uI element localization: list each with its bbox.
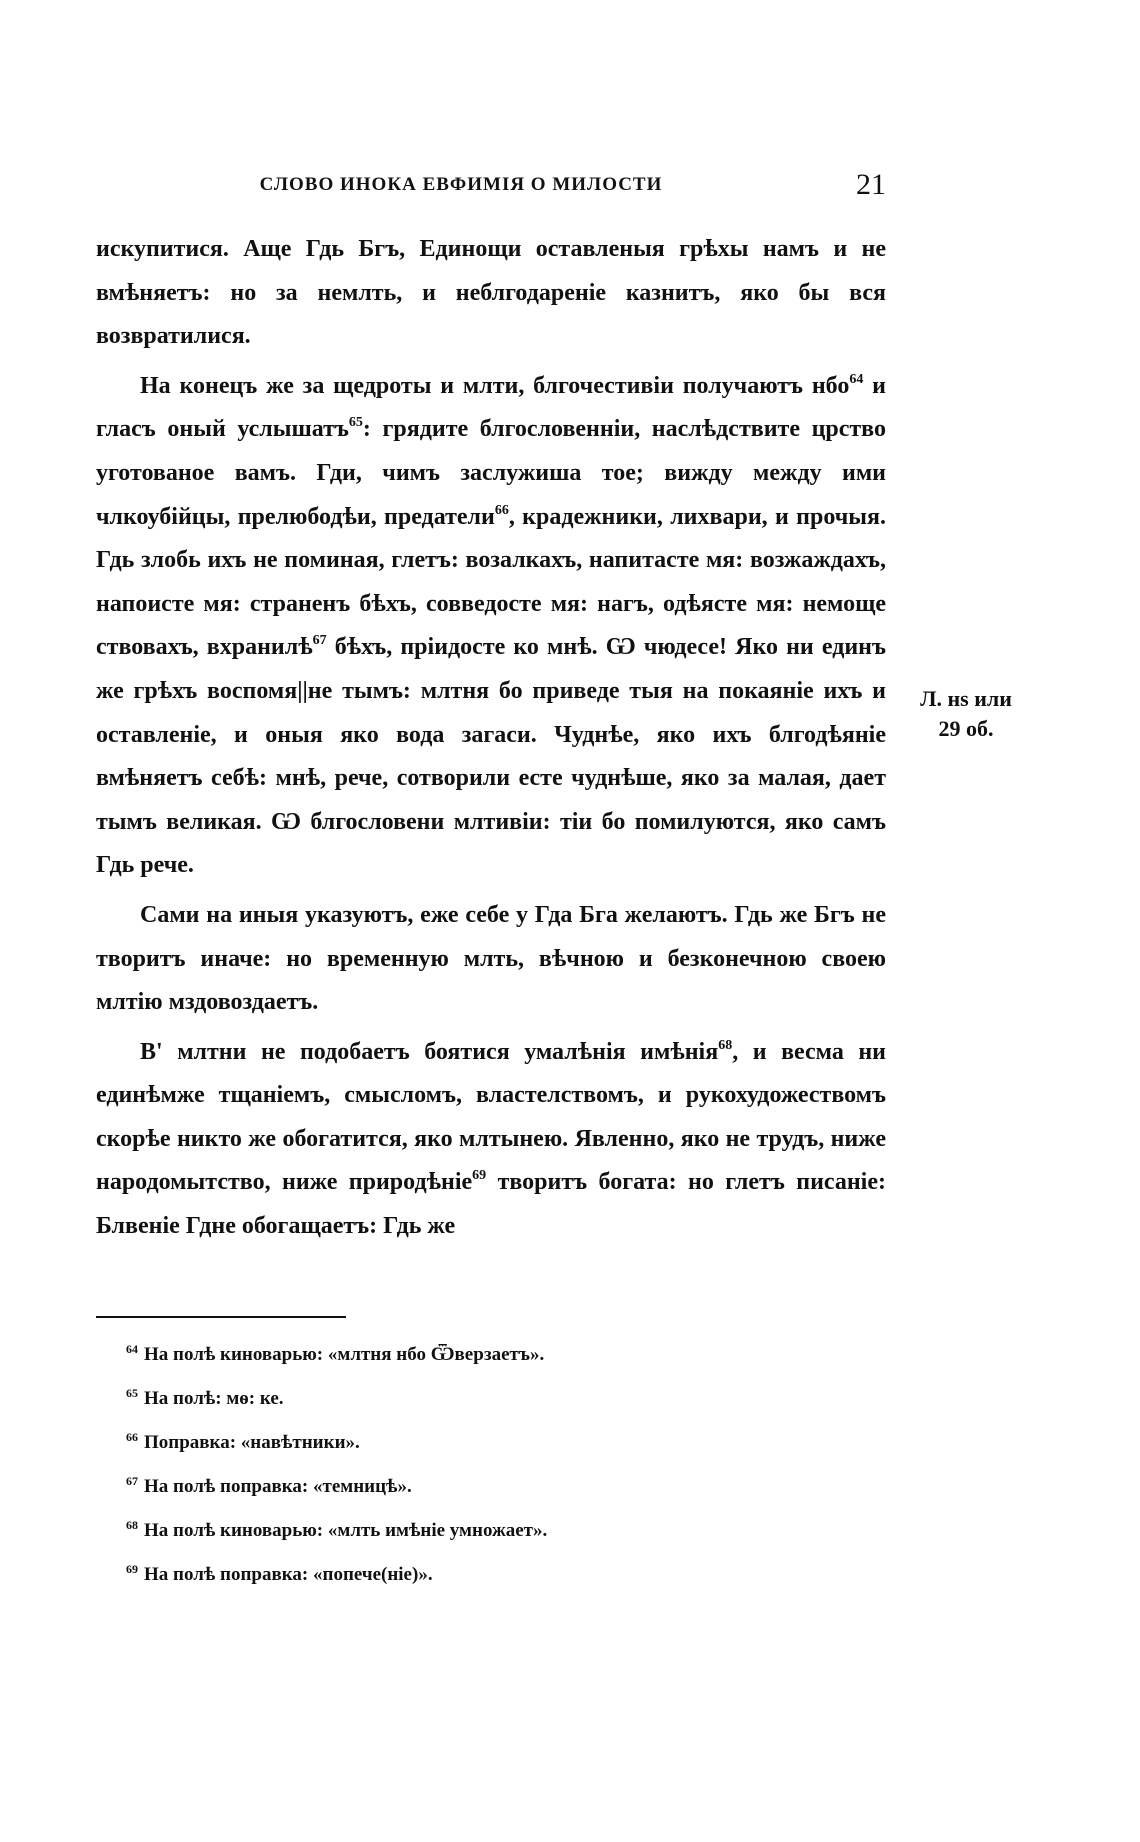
footnote-69 [126,1550,886,1594]
margin-note-line-2: 29 об. [938,716,994,741]
footnote-number: 65 [126,1386,138,1400]
footnote-text: На полѣ киноварью: «млть имѣніе умножает». [144,1520,548,1541]
footnote-number: 69 [126,1562,138,1576]
paragraph-4 [96,1031,886,1249]
footnote-66 [126,1418,886,1462]
paragraph-2-text: бѣхъ, пріидосте ко мнѣ. Ѡ чюдесе! Яко ни единъ же грѣхъ воспомя||не тымъ: млтня бо приведе тыя на покаяніе ихъ и оставленіе, и оныя яко вода загаси. Чуднѣе, яко ихъ блгодѣяніе вмѣняетъ себѣ: мнѣ, рече, сотворили есте чуднѣше, яко за малая, дает тымъ великая. Ѡ блгословени млтивіи: тіи бо помилуются, яко самъ Гдь рече. [96,634,887,879]
paragraph-4-text: творитъ богата: но глетъ писаніе: Блвеніе Гдне обогащаетъ: Гдь же [96,1169,886,1240]
footnote-65 [126,1374,886,1418]
paragraph-2-text: На конецъ же за щедроты и млти, блгочестивіи получаютъ нбо [140,372,850,399]
footnotes [96,1330,886,1594]
footnote-number: 68 [126,1518,138,1532]
footnote-ref-64: 64 [849,371,864,387]
running-title: СЛОВО ИНОКА ЕВФИМІЯ О МИЛОСТИ [259,174,663,195]
footnote-67 [126,1462,886,1506]
footnote-number: 67 [126,1474,138,1488]
paragraph-4-text: , и весма ни единѣмже тщаніемъ, смысломъ, властелствомъ, и рукохудожествомъ скорѣе никто же обогатится, яко млтынею. Явленно, яко не трудъ, ниже народомытство, ниже природѣніе [96,1038,886,1196]
margin-note-line-1: Л. нѕ или [920,686,1012,711]
paragraph-2-text: : грядите блгословенніи, наслѣдствите црство уготованое вамъ. Гди, чимъ заслужиша тое; вижду между ими члкоубійцы, прелюбодѣи, предатели [96,416,886,530]
body-text [96,228,886,1255]
paragraph-2-text: и гласъ оный услышатъ [96,372,887,443]
footnote-text: Поправка: «навѣтники». [144,1432,360,1453]
footnote-ref-65: 65 [348,415,363,431]
footnote-text: На полѣ поправка: «темницѣ». [144,1476,412,1497]
footnote-text: На полѣ: мѳ: ке. [144,1388,284,1409]
paragraph-2-text: , крадежники, лихвари, и прочыя. Гдь злобь ихъ не поминая, глетъ: возалкахъ, напитасте мя: возжаждахъ, напоисте мя: страненъ бѣхъ, совведосте мя: нагъ, одѣясте мя: немоще ствовахъ, вхранилѣ [96,503,886,661]
paragraph-4-text: В' млтни не подобаетъ боятися умалѣнія имѣнія [140,1038,719,1065]
margin-note [906,684,1026,744]
paragraph-2 [96,365,886,888]
footnote-ref-66: 66 [494,502,509,518]
running-head [96,168,886,208]
footnote-ref-68: 68 [718,1037,733,1053]
paragraph-3: Сами на иныя указуютъ, еже себе у Гда Бга желаютъ. Гдь же Бгъ не творитъ иначе: но временную млть, вѣчною и безконечною своею млтію мздовоздаетъ. [96,901,886,1016]
footnote-68 [126,1506,886,1550]
footnote-text: На полѣ поправка: «попече(ніе)». [144,1564,433,1585]
footnote-ref-69: 69 [472,1168,487,1184]
page-number: 21 [856,168,886,201]
footnote-divider [96,1316,346,1318]
footnote-64 [126,1330,886,1374]
footnote-number: 64 [126,1342,138,1356]
footnote-ref-67: 67 [312,633,327,649]
paragraph-1: искупитися. Аще Гдь Бгъ, Единощи оставленыя грѣхы намъ и не вмѣняетъ: но за немлть, и неблгодареніе казнитъ, яко бы вся возвратилися. [96,236,886,350]
footnote-number: 66 [126,1430,138,1444]
footnote-text: На полѣ киноварью: «млтня нбо Ѿверзаетъ». [144,1344,545,1365]
